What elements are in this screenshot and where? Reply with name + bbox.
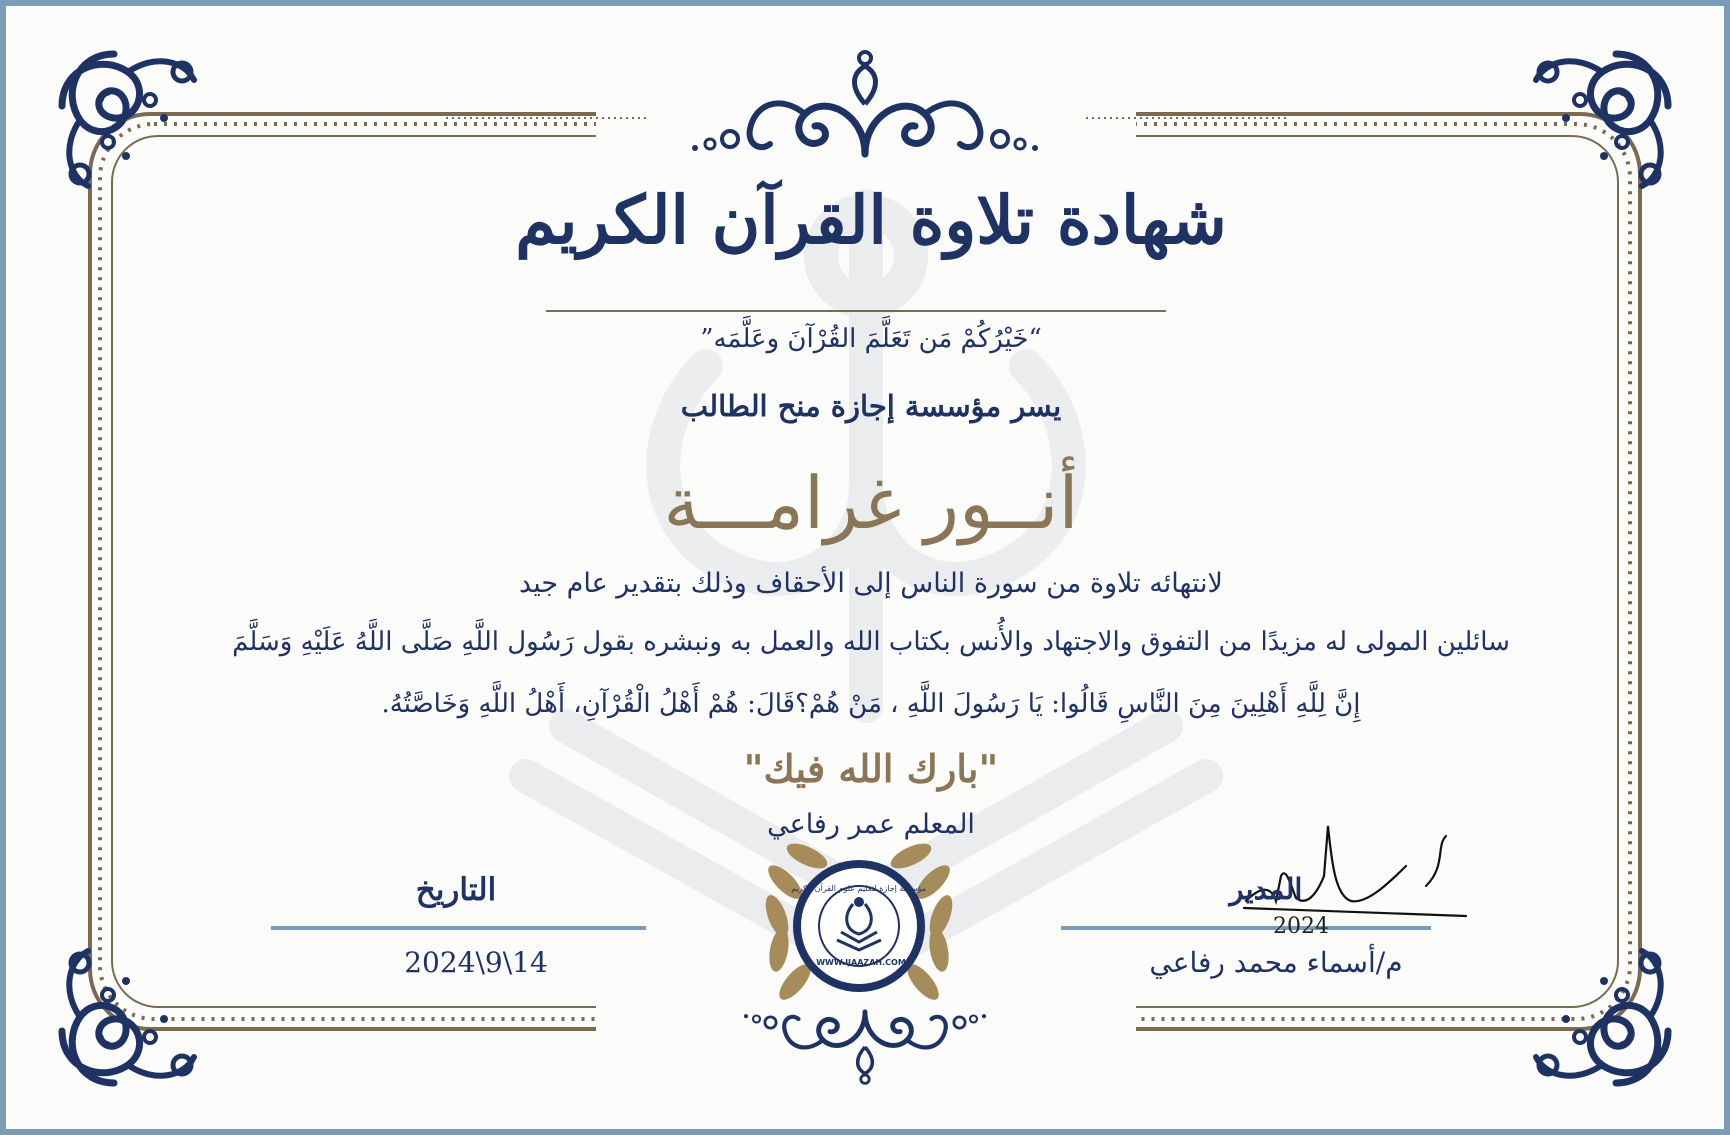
seal-arc-text: مؤسسة إجازة لتعليم علوم القرآن الكريم <box>791 884 926 893</box>
prayer-text: سائلين المولى له مزيدًا من التفوق والاجتهاد والأُنس بكتاب الله والعمل به ونبشره بقول رَسُول اللَّهِ صَلَّى اللَّهُ عَلَيْهِ وَسَلَّمَ <box>232 627 1510 657</box>
hadith-quote: “خَيْرُكُمْ مَن تَعَلَّمَ القُرْآنَ وعَلَّمَه” <box>700 324 1042 354</box>
completion-text: لانتهائه تلاوة من سورة الناس إلى الأحقاف وذلك بتقدير عام جيد <box>519 568 1223 599</box>
date-label: التاريخ <box>415 872 497 908</box>
corner-ornament-br <box>1536 951 1668 1083</box>
signature-year: 2024 <box>1273 914 1329 939</box>
certificate-title: شهادة تلاوة القرآن الكريم <box>515 181 1227 259</box>
seal-url: WWW.IJAAZAH.COM <box>816 958 906 967</box>
director-name: م/أسماء محمد رفاعي <box>1149 946 1403 979</box>
intro-line: يسر مؤسسة إجازة منح الطالب <box>680 389 1062 423</box>
date-value: 2024\9\14 <box>404 946 548 979</box>
hadith-text: إِنَّ لِلَّهِ أَهْلِينَ مِنَ النَّاسِ قَالُوا: يَا رَسُولَ اللَّهِ ، مَنْ هُمْ؟قَالَ: هُمْ أَهْلُ الْقُرْآنِ، أَهْلُ اللَّهِ وَخَاصَّتُهُ. <box>381 689 1361 719</box>
director-label: المدير <box>1229 872 1303 906</box>
blessing-text: "بارك الله فيك" <box>743 746 999 791</box>
student-name: أنــور غرامـــة <box>663 461 1079 545</box>
teacher-name: المعلم عمر رفاعي <box>767 809 975 840</box>
